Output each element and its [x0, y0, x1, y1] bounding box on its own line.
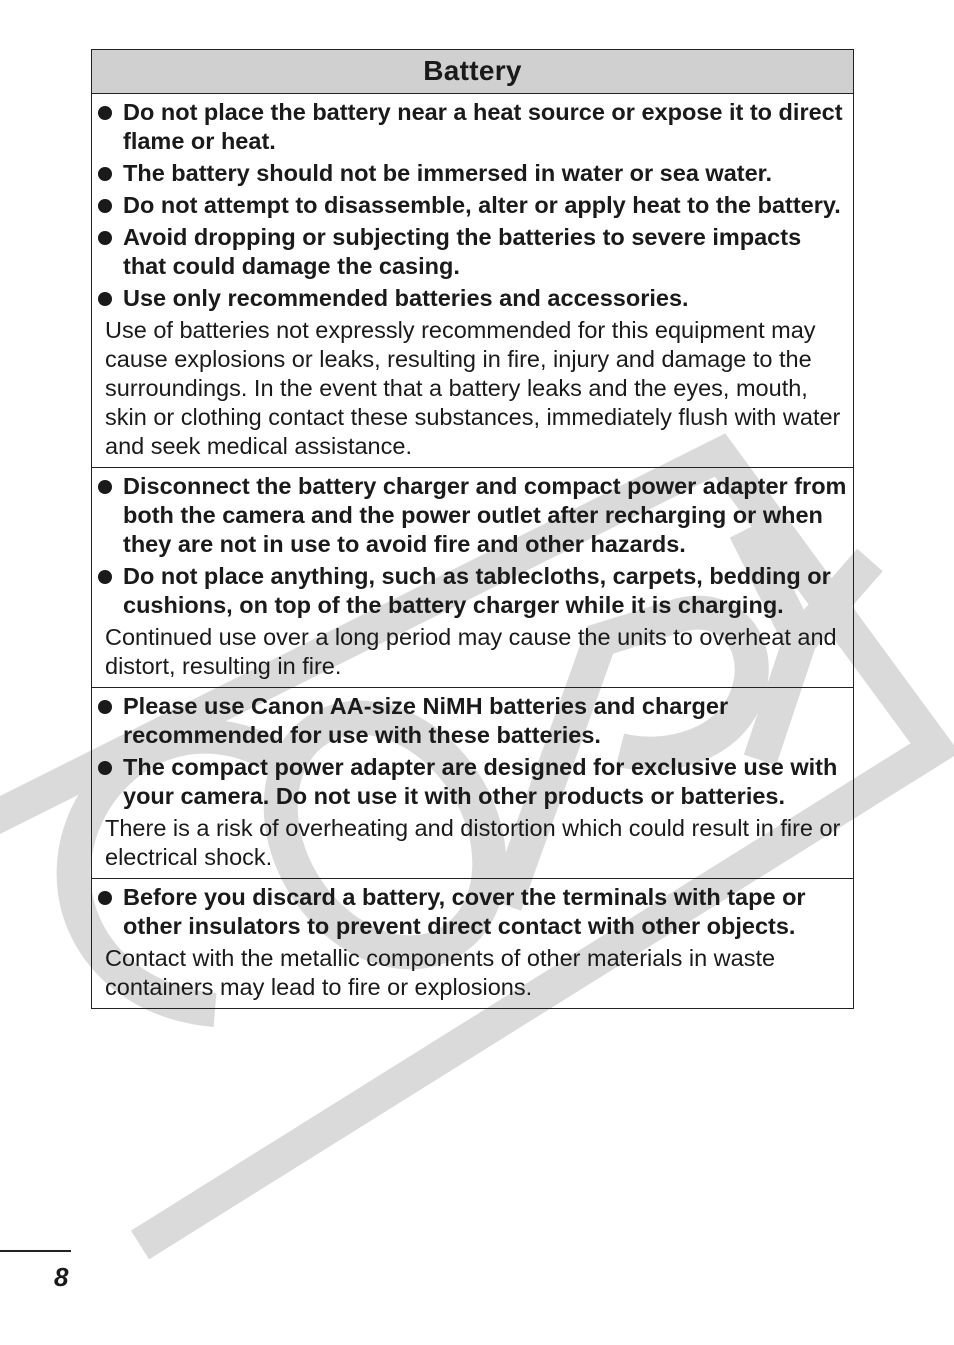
bullet-dot-icon [98, 761, 112, 775]
bullet-text: Before you discard a battery, cover the terminals with tape or other insulators to prevent direct contact with other objects. [123, 884, 806, 939]
section-note: Use of batteries not expressly recommended for this equipment may cause explosions or leaks, resulting in fire, injury and damage to the surroundings. In the event that a battery leaks and the eyes, mouth, skin or clothing contact these substances, immediately flush with water and seek medical assistance. [105, 317, 841, 459]
bullet-dot-icon [98, 292, 112, 306]
bullet-item [96, 284, 847, 313]
section-note: Continued use over a long period may cause the units to overheat and distort, resulting in fire. [105, 624, 837, 679]
bullet-dot-icon [98, 570, 112, 584]
page-number: 8 [54, 1262, 69, 1292]
bullet-text: Do not place anything, such as tablecloths, carpets, bedding or cushions, on top of the battery charger while it is charging. [123, 563, 831, 618]
bullet-dot-icon [98, 231, 112, 245]
bullet-item [96, 191, 847, 220]
bullet-item [96, 98, 847, 156]
bullet-dot-icon [98, 891, 112, 905]
bullet-text: Do not place the battery near a heat source or expose it to direct flame or heat. [123, 99, 843, 154]
bullet-text: Please use Canon AA-size NiMH batteries and charger recommended for use with these batteries. [123, 693, 729, 748]
bullet-item [96, 472, 847, 559]
table-section [92, 468, 853, 688]
bullet-item [96, 753, 847, 811]
bullet-dot-icon [98, 106, 112, 120]
bullet-text: The compact power adapter are designed for exclusive use with your camera. Do not use it with other products or batteries. [123, 754, 838, 809]
battery-precautions-table [91, 49, 854, 1009]
bullet-dot-icon [98, 199, 112, 213]
bullet-text: Disconnect the battery charger and compact power adapter from both the camera and the power outlet after recharging or when they are not in use to avoid fire and other hazards. [123, 473, 847, 557]
bullet-item [96, 883, 847, 941]
section-note: Contact with the metallic components of other materials in waste containers may lead to fire or explosions. [105, 945, 776, 1000]
table-section [92, 94, 853, 468]
bullet-text: Avoid dropping or subjecting the batteries to severe impacts that could damage the casing. [123, 224, 802, 279]
table-section [92, 688, 853, 879]
bullet-dot-icon [98, 700, 112, 714]
footer-rule [0, 1250, 71, 1252]
bullet-text: Do not attempt to disassemble, alter or apply heat to the battery. [123, 192, 841, 218]
bullet-text: Use only recommended batteries and accessories. [123, 285, 689, 311]
table-section [92, 879, 853, 1008]
bullet-item [96, 692, 847, 750]
bullet-item [96, 159, 847, 188]
sections-container [92, 94, 853, 1008]
bullet-text: The battery should not be immersed in water or sea water. [123, 160, 773, 186]
bullet-dot-icon [98, 480, 112, 494]
bullet-item [96, 562, 847, 620]
table-title: Battery [92, 50, 853, 94]
bullet-dot-icon [98, 167, 112, 181]
bullet-item [96, 223, 847, 281]
section-note: There is a risk of overheating and distortion which could result in fire or electrical shock. [105, 815, 841, 870]
